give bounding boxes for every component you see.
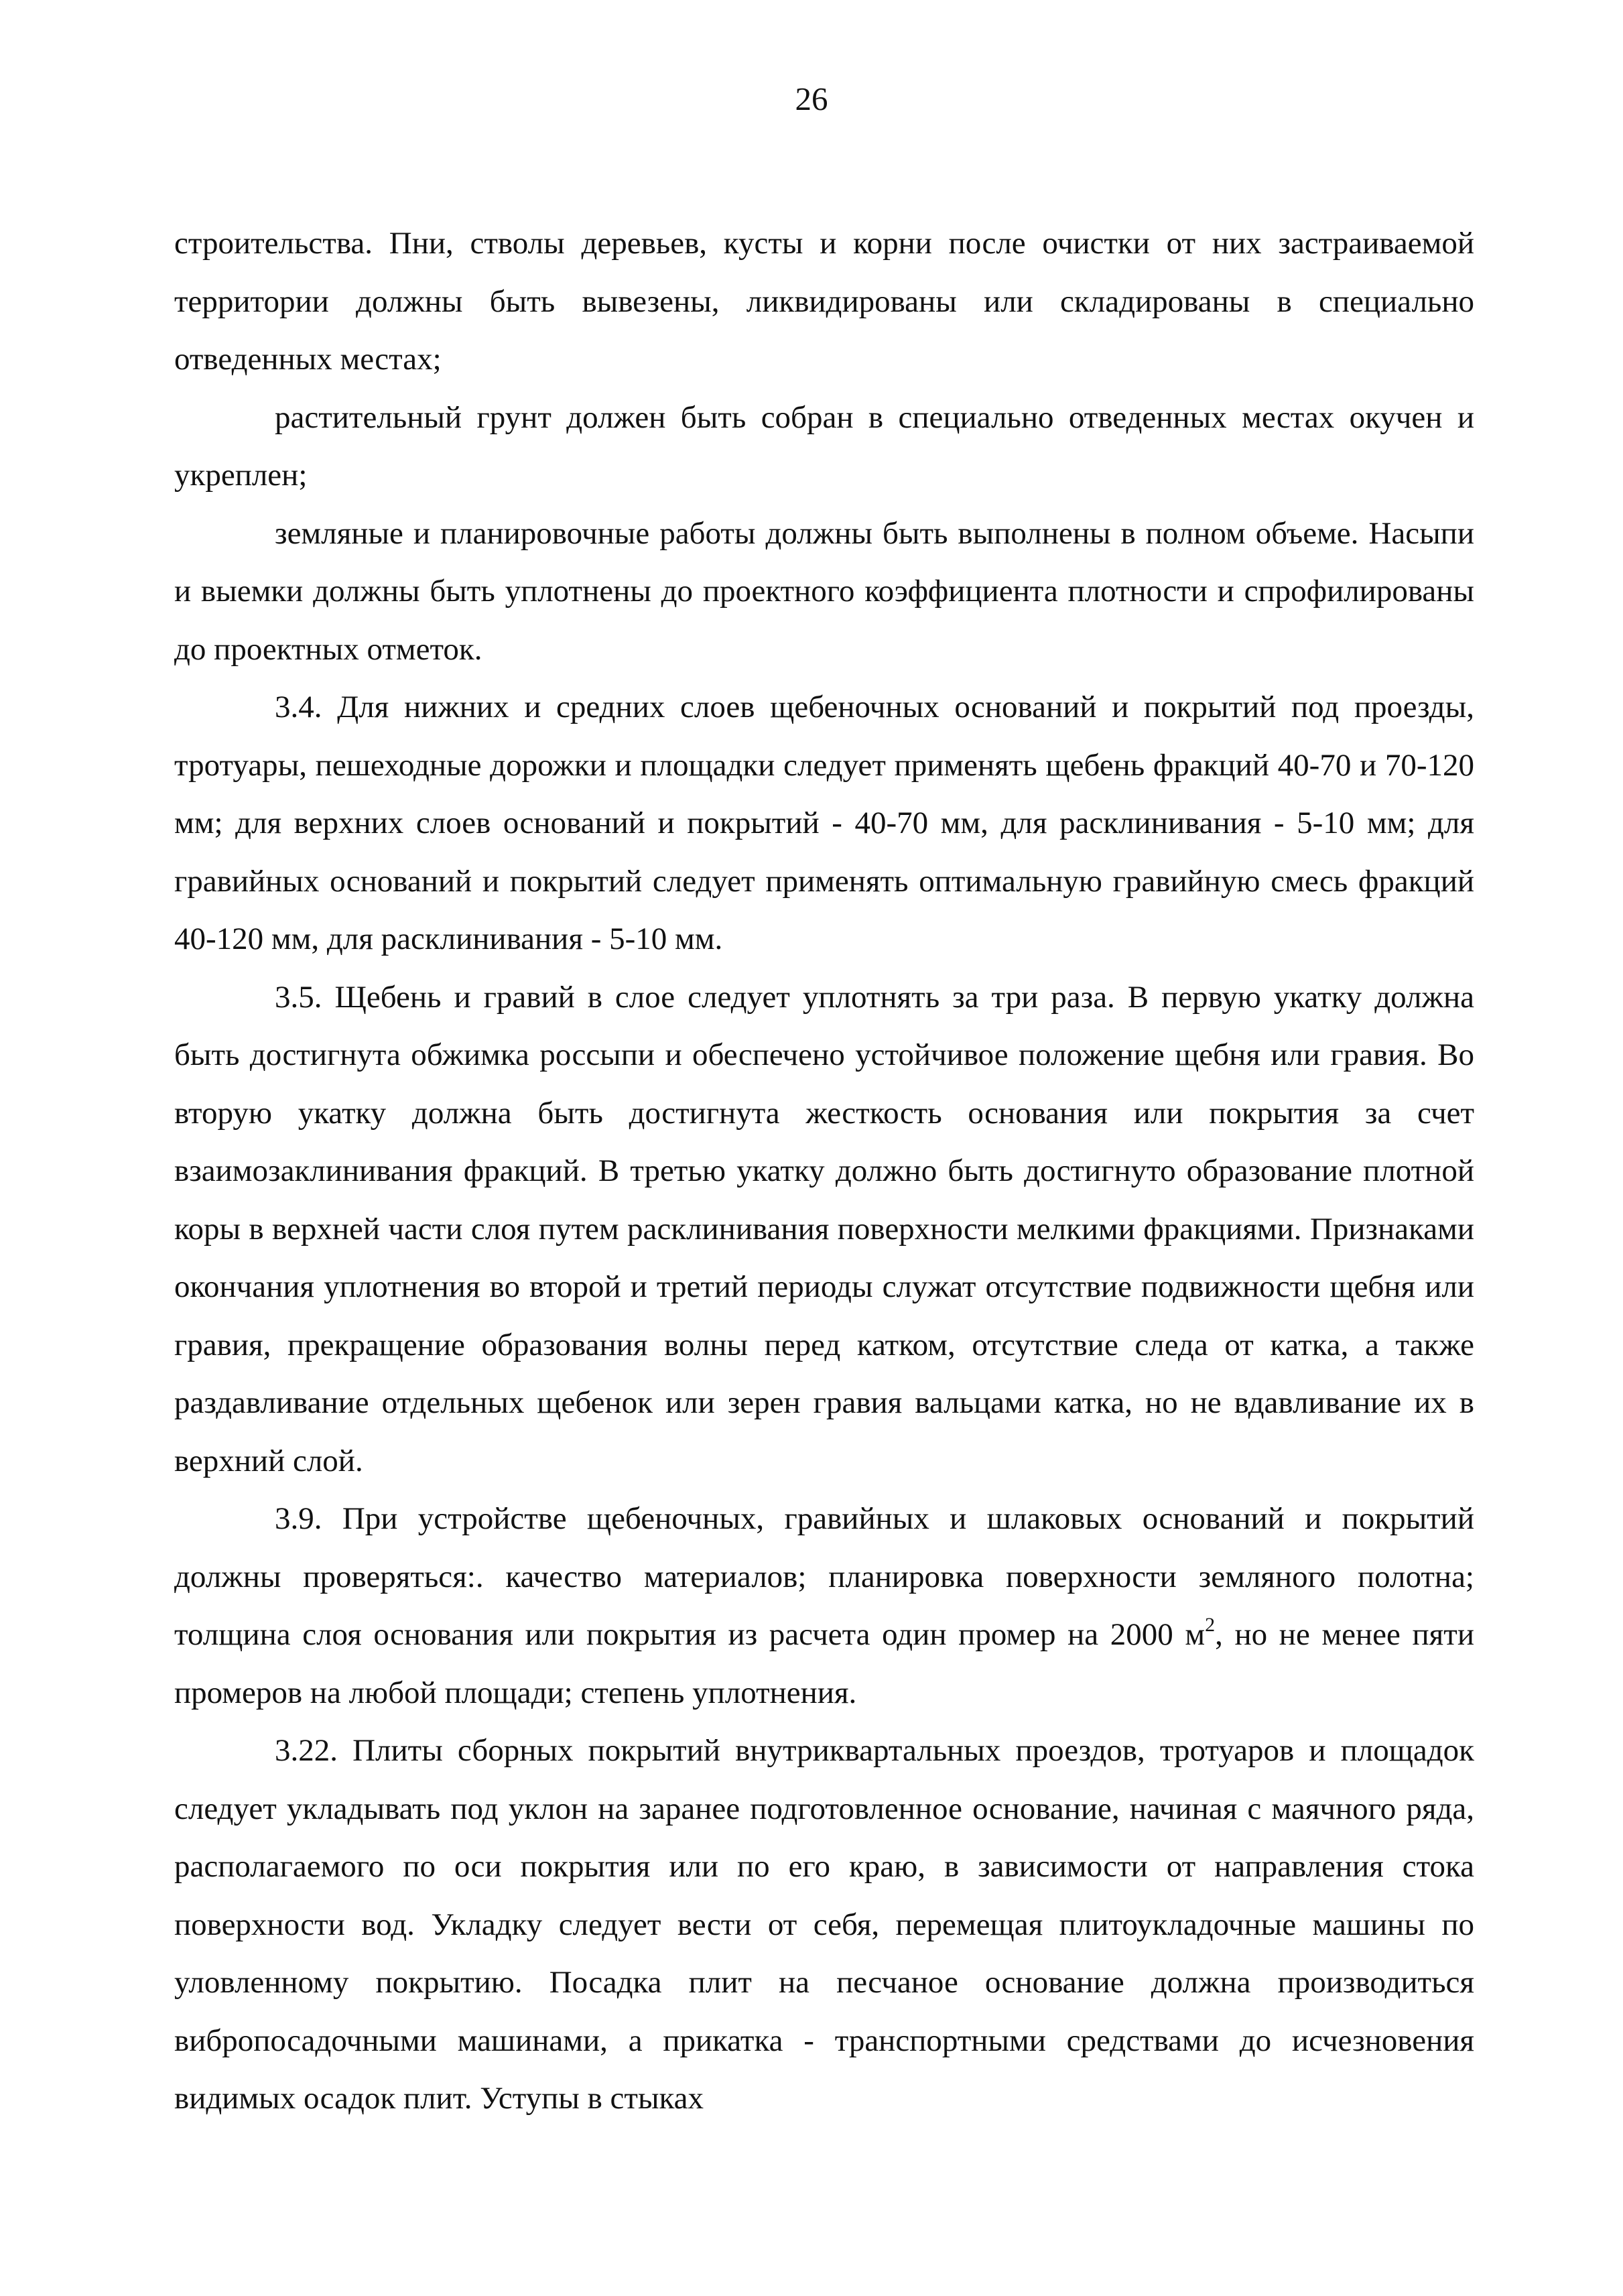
body-text	[174, 214, 1474, 2128]
paragraph-topsoil: растительный грунт должен быть собран в специально отведенных местах окучен и укреплен;	[174, 399, 1474, 493]
paragraph-3-9-text-after: , но не менее пяти промеров на любой площади; степень уплотнения.	[174, 1617, 1474, 1710]
paragraph-3-9	[174, 1490, 1474, 1722]
page-number: 26	[795, 80, 828, 117]
paragraph-3-4: 3.4. Для нижних и средних слоев щебеночных оснований и покрытий под проезды, тротуары, пешеходные дорожки и площадки следует применять щебень фракций 40-70 и 70-120 мм; для верхних слоев оснований и покрытий - 40-70 мм, для расклинивания - 5-10 мм; для гравийных оснований и покрытий следует применять оптимальную гравийную смесь фракций 40-120 мм, для расклинивания - 5-10 мм.	[174, 690, 1474, 956]
superscript-squared: 2	[1205, 1614, 1216, 1636]
paragraph-3-9-text-before: 3.9. При устройстве щебеночных, гравийных и шлаковых оснований и покрытий должны проверяться:. качество материалов; планировка поверхности земляного полотна; толщина слоя основания или покрытия из расчета один промер на 2000 м	[174, 1501, 1474, 1652]
paragraph-earthworks: земляные и планировочные работы должны быть выполнены в полном объеме. Насыпи и выемки должны быть уплотнены до проектного коэффициента плотности и спрофилированы до проектных отметок.	[174, 515, 1474, 667]
paragraph-3-5: 3.5. Щебень и гравий в слое следует уплотнять за три раза. В первую укатку должна быть достигнута обжимка россыпи и обеспечено устойчивое положение щебня или гравия. Во вторую укатку должна быть достигнута жесткость основания или покрытия за счет взаимозаклинивания фракций. В третью укатку должно быть достигнуто образование плотной коры в верхней части слоя путем расклинивания поверхности мелкими фракциями. Признаками окончания уплотнения во второй и третий периоды служат отсутствие подвижности щебня или гравия, прекращение образования волны перед катком, отсутствие следа от катка, а также раздавливание отдельных щебенок или зерен гравия вальцами катка, но не вдавливание их в верхний слой.	[174, 979, 1474, 1478]
paragraph-continuation: строительства. Пни, стволы деревьев, кусты и корни после очистки от них застраиваемой территории должны быть вывезены, ликвидированы или складированы в специально отведенных местах;	[174, 226, 1474, 377]
paragraph-3-22: 3.22. Плиты сборных покрытий внутриквартальных проездов, тротуаров и площадок следует укладывать под уклон на заранее подготовленное основание, начиная с маячного ряда, располагаемого по оси покрытия или по его краю, в зависимости от направления стока поверхности вод. Укладку следует вести от себя, перемещая плитоукладочные машины по уловленному покрытию. Посадка плит на песчаное основание должна производиться вибропосадочными машинами, а прикатка - транспортными средствами до исчезновения видимых осадок плит. Уступы в стыках	[174, 1733, 1474, 2116]
